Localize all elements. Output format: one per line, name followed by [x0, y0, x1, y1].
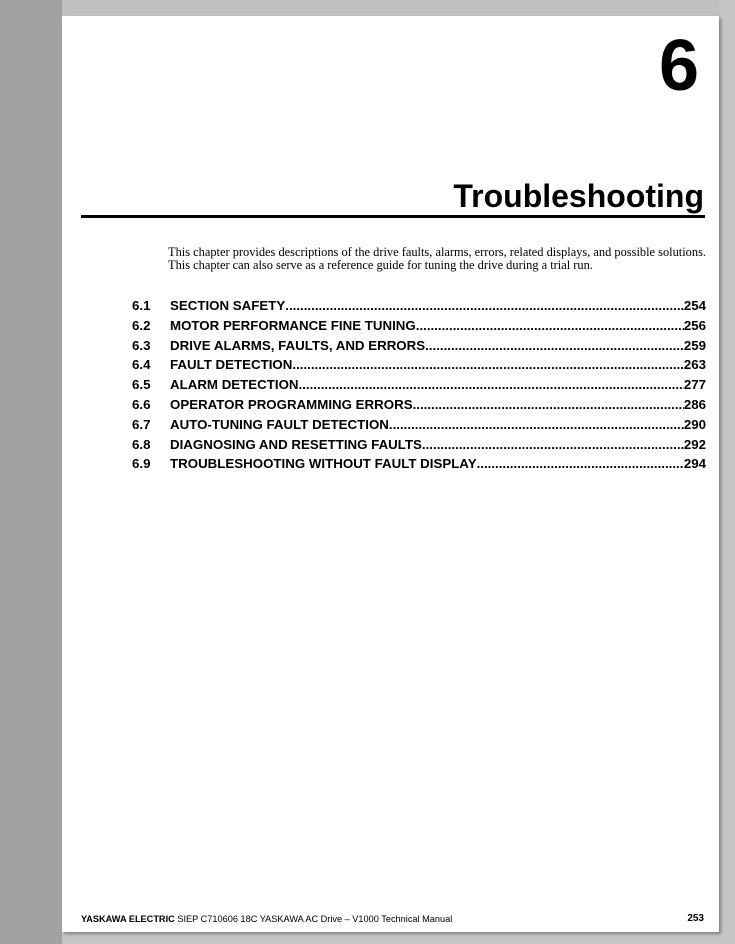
- toc-entry-title: DIAGNOSING AND RESETTING FAULTS: [170, 436, 422, 452]
- chapter-intro: This chapter provides descriptions of the drive faults, alarms, errors, related displays, and possible solutions. This chapter can also serve as a reference guide for tuning the drive during a trial run.: [168, 245, 706, 272]
- toc-entry-number: 6.6: [132, 396, 151, 412]
- toc-entry-number: 6.4: [132, 357, 151, 373]
- toc-leader-dots: [389, 417, 684, 432]
- table-of-contents: [132, 298, 706, 476]
- viewer-right-margin: [719, 0, 735, 944]
- toc-leader-dots: [416, 318, 684, 333]
- toc-leader-dots: [285, 298, 684, 313]
- toc-entry-title: AUTO-TUNING FAULT DETECTION: [170, 416, 389, 432]
- footer-document-title: SIEP C710606 18C YASKAWA AC Drive – V1000 Technical Manual: [174, 914, 453, 924]
- toc-entry-number: 6.5: [132, 377, 151, 393]
- toc-entry-number: 6.2: [132, 317, 151, 333]
- toc-entry-title: DRIVE ALARMS, FAULTS, AND ERRORS: [170, 337, 426, 353]
- toc-entry-page: 256: [683, 317, 706, 333]
- viewer-left-margin: [0, 0, 62, 944]
- title-divider: [81, 215, 705, 218]
- toc-entry-number: 6.8: [132, 436, 151, 452]
- toc-entry-page: 254: [683, 298, 706, 313]
- toc-entry-number: 6.1: [132, 298, 151, 313]
- viewer-bottom-margin: [62, 932, 735, 944]
- toc-entry-page: 259: [683, 337, 706, 353]
- chapter-title: Troubleshooting: [453, 178, 704, 214]
- toc-entry-page: 294: [683, 456, 706, 472]
- toc-entry-6-6[interactable]: [132, 397, 706, 417]
- toc-leader-dots: [425, 338, 684, 353]
- toc-entry-title: OPERATOR PROGRAMMING ERRORS: [170, 396, 413, 412]
- toc-entry-6-2[interactable]: [132, 318, 706, 338]
- toc-leader-dots: [477, 456, 684, 471]
- toc-entry-page: 292: [683, 436, 706, 452]
- toc-entry-page: 290: [683, 416, 706, 432]
- toc-entry-number: 6.7: [132, 416, 151, 432]
- toc-entry-title: TROUBLESHOOTING WITHOUT FAULT DISPLAY: [170, 456, 477, 472]
- toc-entry-page: 277: [683, 377, 706, 393]
- toc-entry-title: ALARM DETECTION: [170, 377, 299, 393]
- toc-entry-6-1[interactable]: [132, 298, 706, 318]
- toc-leader-dots: [292, 357, 683, 372]
- toc-leader-dots: [422, 437, 684, 452]
- footer-brand: YASKAWA ELECTRIC: [81, 914, 175, 924]
- toc-entry-page: 286: [683, 396, 706, 412]
- toc-entry-title: FAULT DETECTION: [170, 357, 293, 373]
- toc-leader-dots: [413, 397, 684, 412]
- toc-entry-6-3[interactable]: [132, 338, 706, 358]
- toc-entry-6-8[interactable]: [132, 437, 706, 457]
- toc-entry-6-5[interactable]: [132, 377, 706, 397]
- page-footer: [81, 914, 452, 924]
- toc-entry-6-9[interactable]: [132, 456, 706, 476]
- toc-entry-title: SECTION SAFETY: [170, 298, 286, 313]
- toc-entry-page: 263: [683, 357, 706, 373]
- chapter-number: 6: [658, 26, 699, 106]
- toc-leader-dots: [299, 377, 684, 392]
- toc-entry-title: MOTOR PERFORMANCE FINE TUNING: [170, 317, 416, 333]
- toc-entry-6-4[interactable]: [132, 357, 706, 377]
- document-page: [62, 16, 719, 932]
- toc-entry-6-7[interactable]: [132, 417, 706, 437]
- footer-page-number: 253: [687, 913, 704, 924]
- toc-entry-number: 6.3: [132, 337, 151, 353]
- toc-entry-number: 6.9: [132, 456, 151, 472]
